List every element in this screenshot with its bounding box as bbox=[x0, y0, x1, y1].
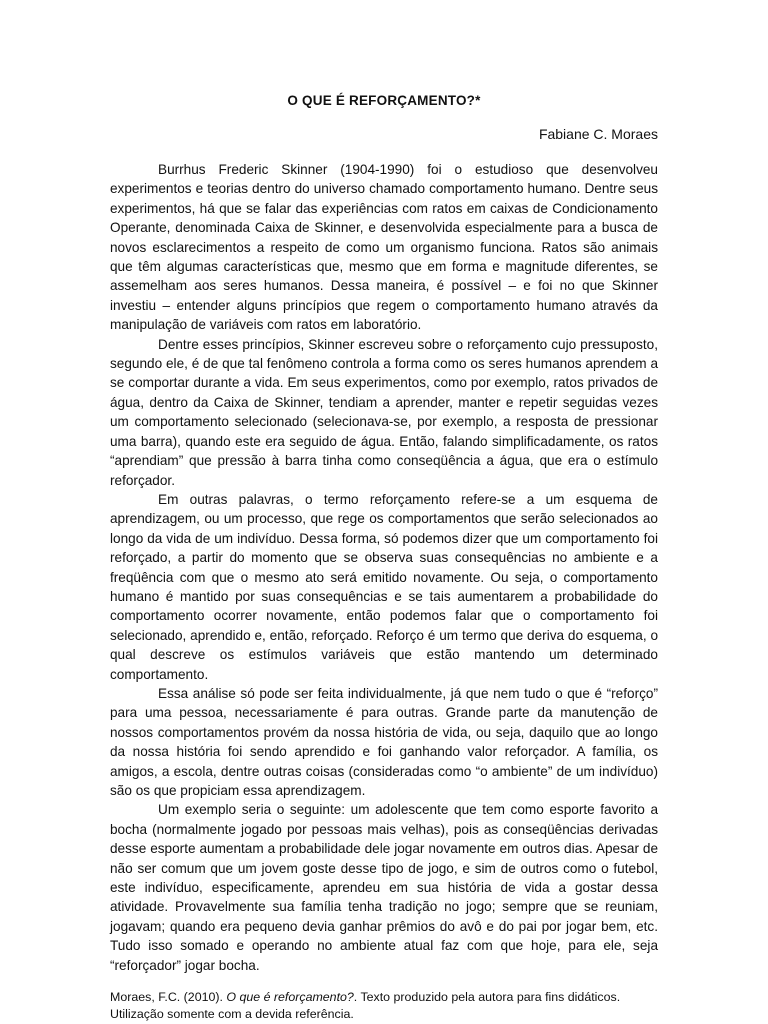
footer-citation-line bbox=[110, 989, 670, 1006]
footer-usage-note: Utilização somente com a devida referência. bbox=[110, 1007, 354, 1021]
footer-citation-suffix: . Texto produzido pela autora para fins didáticos. bbox=[353, 990, 621, 1004]
paragraph-4: Essa análise só pode ser feita individualmente, já que nem tudo o que é “reforço” para uma pessoa, necessariamente é para outras. Grande parte da manutenção de nossos comportamentos provém da nossa história de vida, ou seja, daquilo que ao longo da nossa história foi sendo aprendido e foi ganhando valor reforçador. A família, os amigos, a escola, dentre outras coisas (consideradas como “o ambiente” de um indivíduo) são os que propiciam essa aprendizagem. bbox=[110, 685, 658, 798]
footer-citation-work-title: O que é reforçamento? bbox=[226, 990, 354, 1004]
document-body bbox=[110, 160, 658, 975]
paragraph-5: Um exemplo seria o seguinte: um adolescente que tem como esporte favorito a bocha (normalmente jogado por pessoas mais velhas), pois as conseqüências derivadas desse esporte aumentam a probabilidade dele jogar novamente em outros dias. Apesar de não ser comum que um jovem goste desse tipo de jogo, e sim de outros como o futebol, este indivíduo, especificamente, aprendeu em sua história de vida a gostar dessa atividade. Provavelmente sua família tenha tradição no jogo; sempre que se reuniam, jogavam; quando era pequeno devia ganhar prêmios do avô e do pai por jogar bem, etc. Tudo isso somado e operando no ambiente atual faz com que hoje, para ele, seja “reforçador” jogar bocha. bbox=[110, 802, 658, 973]
paragraph-3: Em outras palavras, o termo reforçamento refere-se a um esquema de aprendizagem, ou um processo, que rege os comportamentos que serão selecionados ao longo da vida de um indivíduo. Dessa forma, só podemos dizer que um comportamento foi reforçado, a partir do momento que se observa suas consequências no ambiente e a freqüência com que o mesmo ato será emitido novamente. Ou seja, o comportamento humano é mantido por suas consequências e se tais aumentarem a probabilidade do comportamento ocorrer novamente, então podemos falar que o comportamento foi selecionado, aprendido e, então, reforçado. Reforço é um termo que deriva do esquema, o qual descreve os estímulos variáveis que estão mantendo um determinado comportamento. bbox=[110, 491, 658, 682]
paragraph-1: Burrhus Frederic Skinner (1904-1990) foi o estudioso que desenvolveu experimentos e teorias dentro do universo chamado comportamento humano. Dentre seus experimentos, há que se falar das experiências com ratos em caixas de Condicionamento Operante, denominada Caixa de Skinner, e desenvolvida especialmente para a busca de novos esclarecimentos a respeito de como um organismo funciona. Ratos são animais que têm algumas características que, mesmo que em forma e magnitude diferentes, se assemelham aos seres humanos. Dessa maneira, é possível – e foi no que Skinner investiu – entender alguns princípios que regem o comportamento humano através da manipulação de variáveis com ratos em laboratório. bbox=[110, 162, 658, 333]
document-footer bbox=[110, 989, 670, 1023]
document-author: Fabiane C. Moraes bbox=[538, 126, 658, 142]
footer-citation-prefix: Moraes, F.C. (2010). bbox=[110, 990, 227, 1004]
paragraph-2: Dentre esses princípios, Skinner escreveu sobre o reforçamento cujo pressuposto, segundo ele, é de que tal fenômeno controla a forma como os seres humanos aprendem a se comportar durante a vida. Em seus experimentos, como por exemplo, ratos privados de água, dentro da Caixa de Skinner, tendiam a aprender, manter e repetir seguidas vezes um comportamento selecionado (selecionava-se, por exemplo, a resposta de pressionar uma barra), quando este era seguido de água. Então, falando simplificadamente, os ratos “aprendiam” que pressão à barra tinha como conseqüência a água, que era o estímulo reforçador. bbox=[110, 336, 658, 488]
document-title: O QUE É REFORÇAMENTO?* bbox=[287, 93, 481, 108]
